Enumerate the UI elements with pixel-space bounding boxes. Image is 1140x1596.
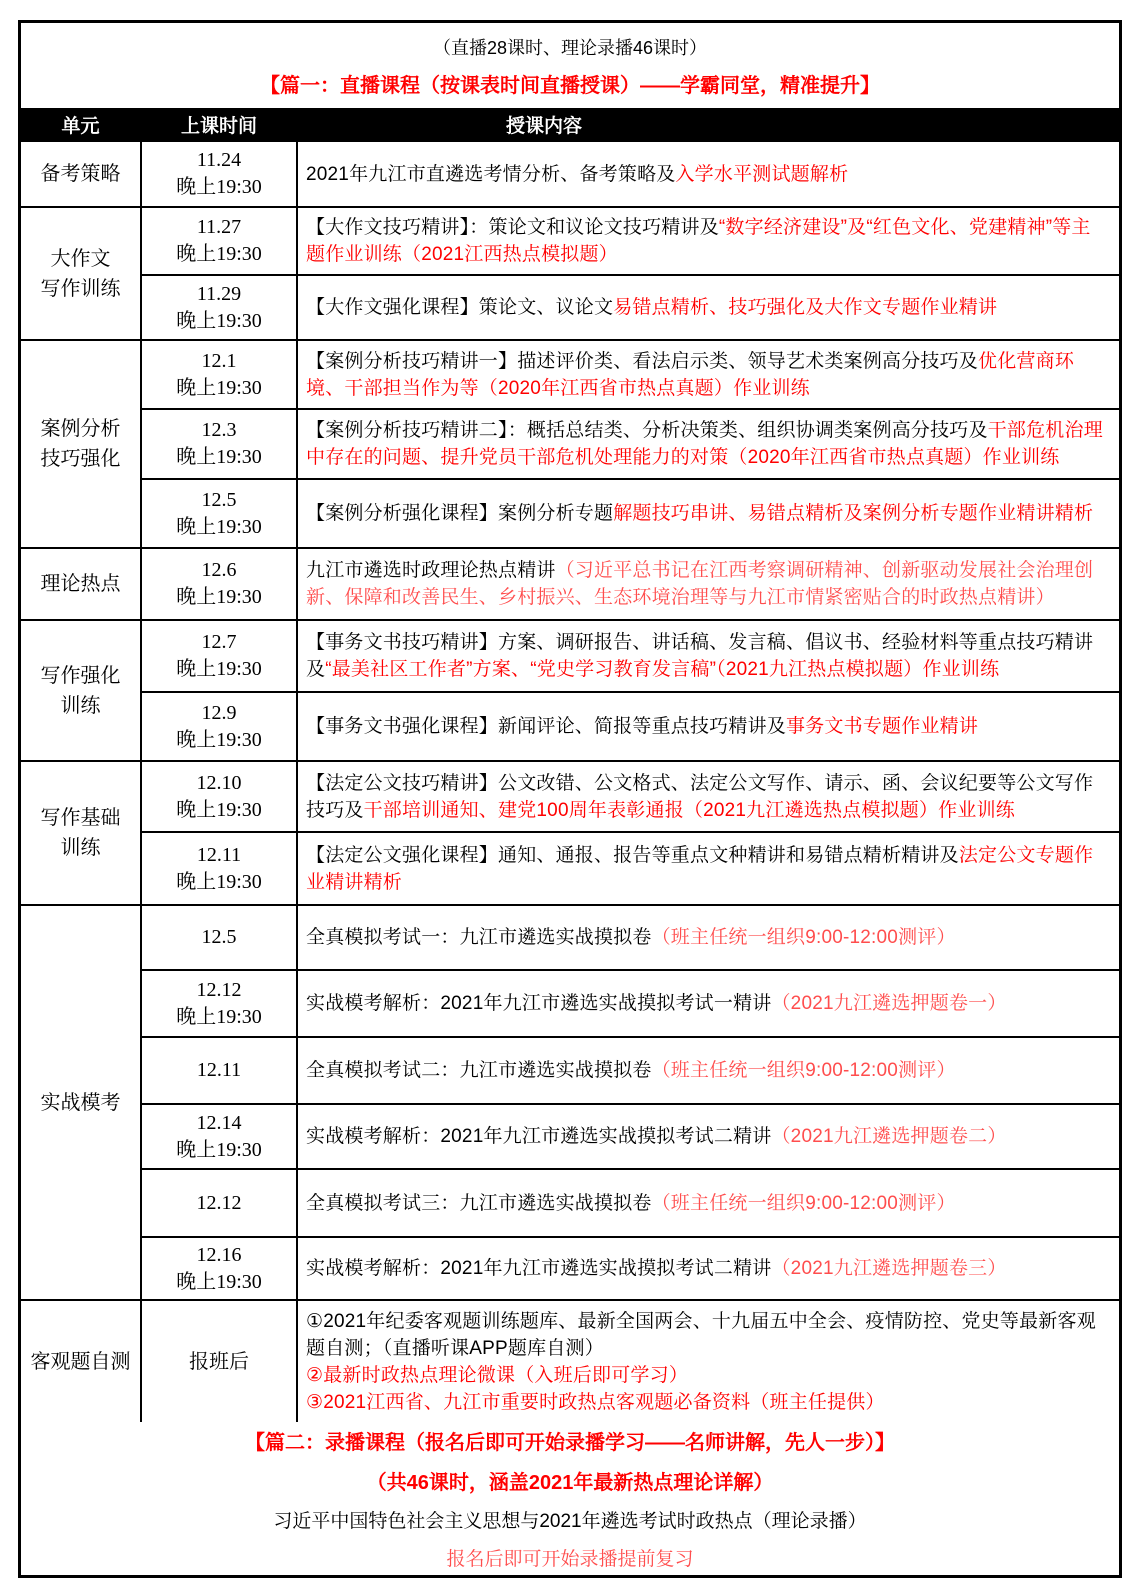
content-cell bbox=[297, 1237, 1119, 1300]
course-hours-note: （直播28课时、理论录播46课时） bbox=[432, 37, 708, 58]
time-cell: 12.12 bbox=[141, 1169, 297, 1237]
content-segment: ①2021年纪委客观题训练题库、最新全国两会、十九届五中全会、疫情防控、党史等最新客观题自测；（直播听课APP题库自测） bbox=[306, 1311, 1096, 1359]
content-segment: 入学水平测试题解析 bbox=[675, 163, 849, 185]
header-unit: 单元 bbox=[21, 108, 141, 141]
content-segment: ③2021江西省、九江市重要时政热点客观题必备资料（班主任提供） bbox=[306, 1392, 885, 1413]
schedule-footer-area bbox=[21, 1422, 1119, 1575]
content-segment: （习近平总书记在江西考察调研精神、创新驱动发展社会治理创新、保障和改善民生、乡村振兴、生态环境治理等与九江市情紧密贴合的时政热点精讲） bbox=[306, 560, 1094, 608]
schedule-row bbox=[21, 340, 1119, 409]
schedule-row bbox=[21, 141, 1119, 207]
unit-cell: 备考策略 bbox=[21, 141, 141, 207]
schedule-row bbox=[21, 1237, 1119, 1300]
content-segment: 全真模拟考试三：九江市遴选实战摸拟卷 bbox=[306, 1192, 652, 1214]
content-cell bbox=[297, 548, 1119, 620]
schedule-row bbox=[21, 620, 1119, 692]
time-cell: 12.7 晚上19:30 bbox=[141, 620, 297, 692]
footer-note: 报名后即可开始录播提前复习 bbox=[446, 1549, 694, 1570]
content-cell bbox=[297, 275, 1119, 340]
content-segment: （班主任统一组织9:00-12:00测评） bbox=[651, 927, 956, 948]
schedule-row bbox=[21, 1300, 1119, 1424]
content-segment: 优化营商环境、干部担当作为等（2020年江西省市热点真题）作业训练 bbox=[306, 350, 1075, 399]
time-cell: 12.10 晚上19:30 bbox=[141, 761, 297, 832]
schedule-row bbox=[21, 692, 1119, 761]
time-cell: 12.5 bbox=[141, 905, 297, 970]
content-cell bbox=[297, 692, 1119, 761]
content-segment: ②最新时政热点理论微课（入班后即可学习） bbox=[306, 1365, 689, 1386]
section2-subtitle: （共46课时，涵盖2021年最新热点理论详解） bbox=[366, 1472, 774, 1494]
content-segment: 法定公文专题作业精讲精析 bbox=[306, 844, 1094, 893]
unit-cell: 实战模考 bbox=[21, 905, 141, 1300]
content-segment: 【案例分析技巧精讲一】描述评价类、看法启示类、领导艺术类案例高分技巧及 bbox=[306, 350, 979, 372]
content-segment: “数字经济建设”及“红色文化、党建精神”等主题作业训练（2021江西热点模拟题） bbox=[306, 217, 1091, 265]
time-cell: 12.14 晚上19:30 bbox=[141, 1104, 297, 1169]
unit-cell: 案例分析 技巧强化 bbox=[21, 340, 141, 548]
content-segment: 解题技巧串讲、易错点精析及案例分析专题作业精讲精析 bbox=[613, 503, 1094, 524]
content-segment: 【案例分析技巧精讲二】：概括总结类、分析决策类、组织协调类案例高分技巧及 bbox=[306, 420, 988, 441]
content-segment: 【案例分析强化课程】案例分析专题 bbox=[306, 503, 614, 524]
time-cell: 11.29 晚上19:30 bbox=[141, 275, 297, 340]
schedule-row bbox=[21, 479, 1119, 548]
section1-title: 【篇一：直播课程（按课表时间直播授课）——学霸同堂，精准提升】 bbox=[260, 74, 880, 97]
time-cell: 11.24 晚上19:30 bbox=[141, 141, 297, 207]
unit-cell: 写作强化 训练 bbox=[21, 620, 141, 761]
schedule-row bbox=[21, 761, 1119, 832]
content-cell bbox=[297, 141, 1119, 207]
course-schedule-card bbox=[18, 20, 1122, 1578]
content-segment: 全真模拟考试一：九江市遴选实战摸拟卷 bbox=[306, 927, 652, 948]
content-cell bbox=[297, 340, 1119, 409]
content-cell bbox=[297, 1037, 1119, 1104]
content-segment: 事务文书专题作业精讲 bbox=[786, 716, 979, 737]
schedule-row bbox=[21, 207, 1119, 275]
content-cell bbox=[297, 970, 1119, 1037]
content-cell bbox=[297, 1169, 1119, 1237]
content-cell bbox=[297, 1300, 1119, 1424]
schedule-body bbox=[21, 141, 1119, 1424]
section2-title: 【篇二：录播课程（报名后即可开始录播学习——名师讲解，先人一步）】 bbox=[245, 1432, 895, 1454]
content-segment: （2021九江遴选押题卷三） bbox=[771, 1258, 1007, 1279]
schedule-row bbox=[21, 1169, 1119, 1237]
time-cell: 12.11 晚上19:30 bbox=[141, 832, 297, 905]
content-cell bbox=[297, 620, 1119, 692]
content-segment: 易错点精析、技巧强化及大作文专题作业精讲 bbox=[613, 297, 998, 318]
content-cell bbox=[297, 1104, 1119, 1169]
content-cell bbox=[297, 761, 1119, 832]
content-segment: 【事务文书强化课程】新闻评论、简报等重点技巧精讲及 bbox=[306, 716, 787, 737]
schedule-row bbox=[21, 1037, 1119, 1104]
content-segment: 【事务文书技巧精讲】方案、调研报告、讲话稿、发言稿、倡议书、经验材料等重点技巧精讲及 bbox=[306, 632, 1094, 680]
course-schedule-table bbox=[21, 108, 1119, 1425]
content-segment: “最美社区工作者”方案、“党史学习教育发言稿”（2021九江热点模拟题）作业训练 bbox=[325, 659, 1000, 680]
schedule-row bbox=[21, 832, 1119, 905]
unit-cell: 大作文 写作训练 bbox=[21, 207, 141, 340]
content-segment: （2021九江遴选押题卷一） bbox=[771, 993, 1007, 1014]
recorded-course-line: 习近平中国特色社会主义思想与2021年遴选考试时政热点（理论录播） bbox=[273, 1511, 867, 1532]
content-segment: 九江市遴选时政理论热点精讲 bbox=[306, 560, 556, 581]
schedule-row bbox=[21, 275, 1119, 340]
content-segment: 干部培训通知、建党100周年表彰通报（2021九江遴选热点模拟题）作业训练 bbox=[363, 799, 1015, 821]
schedule-row bbox=[21, 970, 1119, 1037]
header-time: 上课时间 bbox=[141, 108, 297, 141]
content-segment: 2021年九江市直遴选考情分析、备考策略及 bbox=[306, 163, 676, 185]
content-cell bbox=[297, 905, 1119, 970]
time-cell: 12.11 bbox=[141, 1037, 297, 1104]
content-segment: （2021九江遴选押题卷二） bbox=[771, 1126, 1007, 1147]
time-cell: 12.16 晚上19:30 bbox=[141, 1237, 297, 1300]
time-cell: 12.12 晚上19:30 bbox=[141, 970, 297, 1037]
schedule-row bbox=[21, 409, 1119, 479]
content-segment: 【大作文强化课程】策论文、议论文 bbox=[306, 297, 614, 318]
time-cell: 报班后 bbox=[141, 1300, 297, 1424]
content-segment: 全真模拟考试二：九江市遴选实战摸拟卷 bbox=[306, 1060, 652, 1081]
schedule-header-area bbox=[21, 23, 1119, 108]
content-segment: 【法定公文强化课程】通知、通报、报告等重点文种精讲和易错点精析精讲及 bbox=[306, 844, 959, 866]
schedule-row bbox=[21, 548, 1119, 620]
time-cell: 12.6 晚上19:30 bbox=[141, 548, 297, 620]
unit-cell: 理论热点 bbox=[21, 548, 141, 620]
unit-cell: 写作基础 训练 bbox=[21, 761, 141, 905]
content-cell bbox=[297, 409, 1119, 479]
header-content: 授课内容 bbox=[297, 108, 1119, 141]
header-row bbox=[21, 108, 1119, 141]
time-cell: 12.5 晚上19:30 bbox=[141, 479, 297, 548]
content-segment: 【法定公文技巧精讲】公文改错、公文格式、法定公文写作、请示、函、会议纪要等公文写作技巧及 bbox=[306, 772, 1094, 821]
schedule-row bbox=[21, 905, 1119, 970]
content-cell bbox=[297, 832, 1119, 905]
content-segment: 实战模考解析：2021年九江市遴选实战摸拟考试二精讲 bbox=[306, 1258, 772, 1279]
content-segment: 干部危机治理中存在的问题、提升党员干部危机处理能力的对策（2020年江西省市热点真题）作业训练 bbox=[306, 420, 1103, 468]
content-segment: 【大作文技巧精讲】：策论文和议论文技巧精讲及 bbox=[306, 217, 719, 238]
content-segment: 实战模考解析：2021年九江市遴选实战摸拟考试一精讲 bbox=[306, 993, 772, 1014]
content-segment: （班主任统一组织9:00-12:00测评） bbox=[651, 1192, 956, 1214]
content-segment: （班主任统一组织9:00-12:00测评） bbox=[651, 1060, 956, 1081]
time-cell: 11.27 晚上19:30 bbox=[141, 207, 297, 275]
content-cell bbox=[297, 479, 1119, 548]
content-cell bbox=[297, 207, 1119, 275]
schedule-row bbox=[21, 1104, 1119, 1169]
unit-cell: 客观题自测 bbox=[21, 1300, 141, 1424]
schedule-table-head bbox=[21, 108, 1119, 141]
content-segment: 实战模考解析：2021年九江市遴选实战摸拟考试二精讲 bbox=[306, 1126, 772, 1147]
time-cell: 12.3 晚上19:30 bbox=[141, 409, 297, 479]
time-cell: 12.1 晚上19:30 bbox=[141, 340, 297, 409]
time-cell: 12.9 晚上19:30 bbox=[141, 692, 297, 761]
